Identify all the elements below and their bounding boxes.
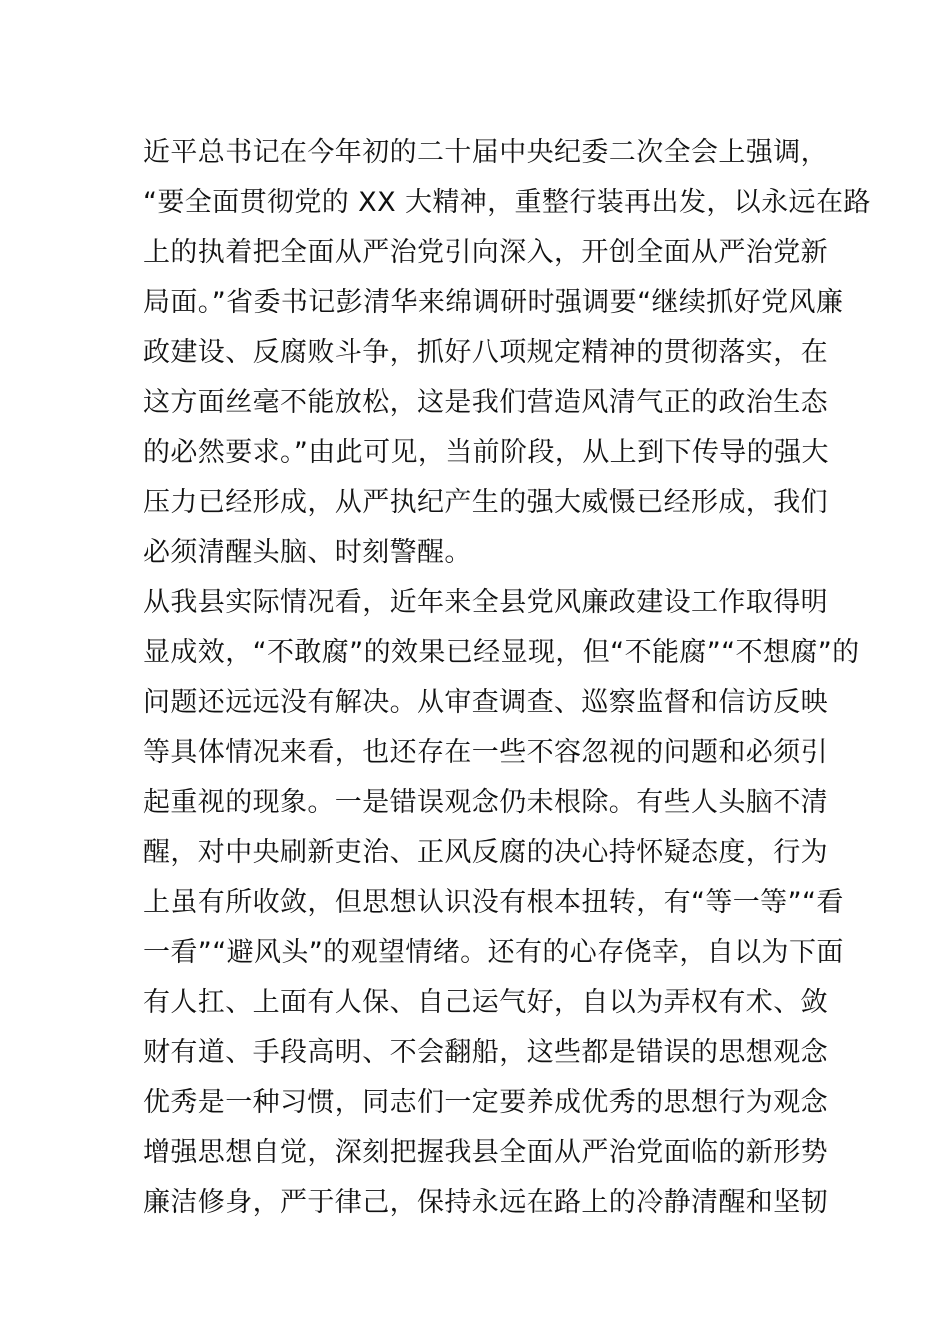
- text-line: 有人扛、上面有人保、自己运气好，自以为弄权有术、敛: [143, 987, 828, 1018]
- text-line: 起重视的现象。一是错误观念仍未根除。有些人头脑不清: [143, 787, 828, 818]
- text-line: 醒，对中央刷新吏治、正风反腐的决心持怀疑态度，行为: [143, 837, 828, 868]
- text-line: 优秀是一种习惯，同志们一定要养成优秀的思想行为观念: [143, 1087, 828, 1118]
- text-line: 上的执着把全面从严治党引向深入，开创全面从严治党新: [143, 237, 828, 268]
- text-line: 从我县实际情况看，近年来全县党风廉政建设工作取得明: [143, 587, 828, 618]
- text-line: 一看”“避风头”的观望情绪。还有的心存侥幸，自以为下面: [143, 937, 844, 968]
- text-line: 政建设、反腐败斗争，抓好八项规定精神的贯彻落实，在: [143, 337, 828, 368]
- text-line: 压力已经形成，从严执纪产生的强大威慑已经形成，我们: [143, 487, 828, 518]
- text-line: 问题还远远没有解决。从审查调查、巡察监督和信访反映: [143, 687, 828, 718]
- text-line: 增强思想自觉，深刻把握我县全面从严治党面临的新形势: [143, 1137, 828, 1168]
- text-line: 近平总书记在今年初的二十届中央纪委二次全会上强调，: [143, 137, 828, 168]
- document-body: [143, 128, 871, 1228]
- text-line: 上虽有所收敛，但思想认识没有根本扭转，有“等一等”“看: [143, 887, 844, 918]
- text-line: 廉洁修身，严于律己，保持永远在路上的冷静清醒和坚韧: [143, 1187, 828, 1218]
- text-line: 局面。”省委书记彭清华来绵调研时强调要“继续抓好党风廉: [143, 287, 844, 318]
- text-line: 的必然要求。”由此可见，当前阶段，从上到下传导的强大: [143, 437, 829, 468]
- text-line: 财有道、手段高明、不会翻船，这些都是错误的思想观念: [143, 1037, 828, 1068]
- text-line: 等具体情况来看，也还存在一些不容忽视的问题和必须引: [143, 737, 828, 768]
- text-line: 这方面丝毫不能放松，这是我们营造风清气正的政治生态: [143, 387, 828, 418]
- text-line: 显成效，“不敢腐”的效果已经显现，但“不能腐”“不想腐”的: [143, 637, 860, 668]
- text-line: “要全面贯彻党的 XX 大精神，重整行装再出发，以永远在路: [143, 187, 871, 218]
- text-line: 必须清醒头脑、时刻警醒。: [143, 537, 472, 568]
